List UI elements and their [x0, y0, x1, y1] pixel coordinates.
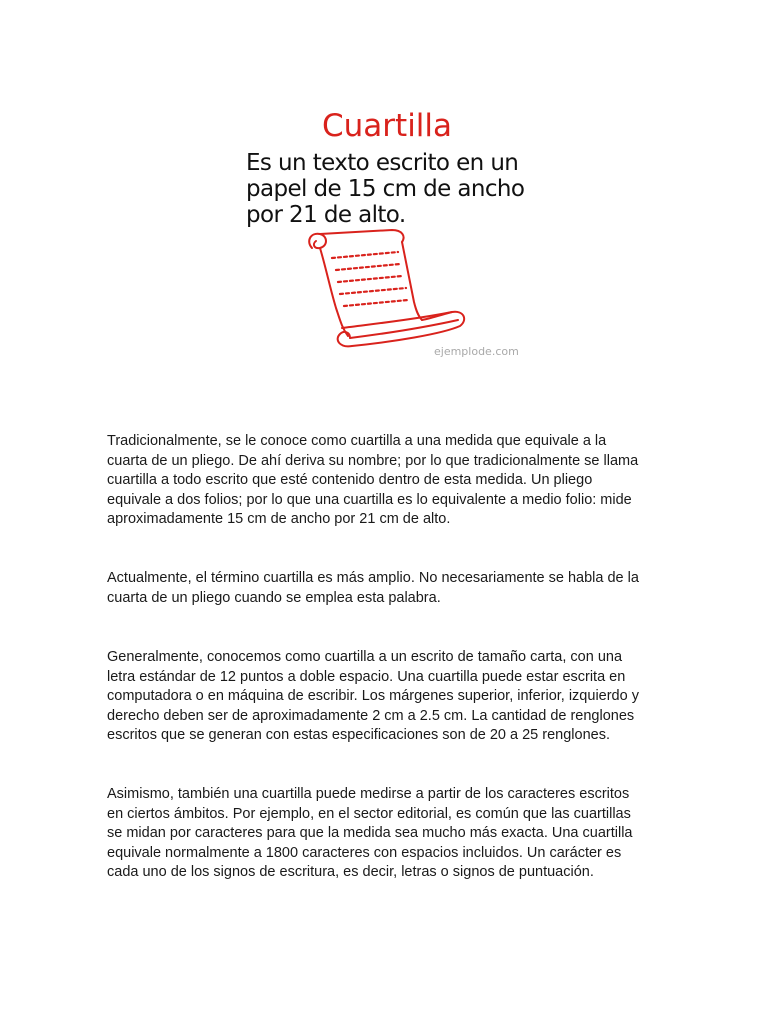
paragraph — [107, 785, 633, 883]
paragraph-line: aproximadamente 15 cm de ancho por 21 cm de alto. — [107, 511, 451, 527]
paragraph-line: Actualmente, el término cuartilla es más amplio. No necesariamente se habla de la — [107, 570, 639, 586]
paragraph-line: equivale normalmente a 1800 caracteres con espacios incluidos. Un carácter es — [107, 844, 622, 861]
paragraph-line: se midan por caracteres para que la medida sea mucho más exacta. Una cuartilla — [107, 825, 633, 841]
paragraph-line: en ciertos ámbitos. Por ejemplo, en el sector editorial, es común que las cuartillas — [107, 805, 631, 822]
figure-description-line: Es un texto escrito en un — [246, 150, 519, 176]
paragraph — [107, 432, 638, 530]
paragraph-line: Tradicionalmente, se le conoce como cuartilla a una medida que equivale a la — [107, 433, 607, 449]
figure-description-line: por 21 de alto. — [246, 202, 406, 228]
paragraph-line: Generalmente, conocemos como cuartilla a un escrito de tamaño carta, con una — [107, 649, 623, 665]
paragraph-line: escritos que se generan con estas especificaciones son de 20 a 25 renglones. — [107, 727, 610, 743]
paper-scroll-icon — [302, 228, 472, 350]
paragraph-line: derecho deben ser de aproximadamente 2 cm a 2.5 cm. La cantidad de renglones — [107, 707, 635, 724]
paragraph-line: computadora o en máquina de escribir. Los márgenes superior, inferior, izquierdo y — [107, 688, 639, 704]
figure-description — [246, 150, 536, 228]
paragraph-line: cuarta de un pliego. De ahí deriva su nombre; por lo que tradicionalmente se llama — [107, 452, 639, 469]
paragraph — [107, 648, 639, 746]
paragraph-line: cada uno de los signos de escritura, es decir, letras o signos de puntuación. — [107, 864, 594, 880]
paragraph-line: Asimismo, también una cuartilla puede medirse a partir de los caracteres escritos — [107, 786, 630, 802]
paragraph-line: equivale a dos folios; por lo que una cuartilla es lo equivalente a medio folio: mide — [107, 491, 632, 508]
illustration-figure — [236, 100, 536, 370]
paragraph-line: letra estándar de 12 puntos a doble espacio. Una cuartilla puede estar escrita en — [107, 668, 626, 685]
watermark: ejemplode.com — [434, 345, 519, 358]
paragraph — [107, 569, 639, 608]
paragraph-line: cuartilla a todo escrito que esté contenido dentro de esta medida. Un pliego — [107, 472, 593, 488]
figure-description-line: papel de 15 cm de ancho — [246, 176, 525, 202]
figure-title: Cuartilla — [322, 108, 453, 144]
paragraph-line: cuarta de un pliego cuando se emplea esta palabra. — [107, 589, 441, 606]
